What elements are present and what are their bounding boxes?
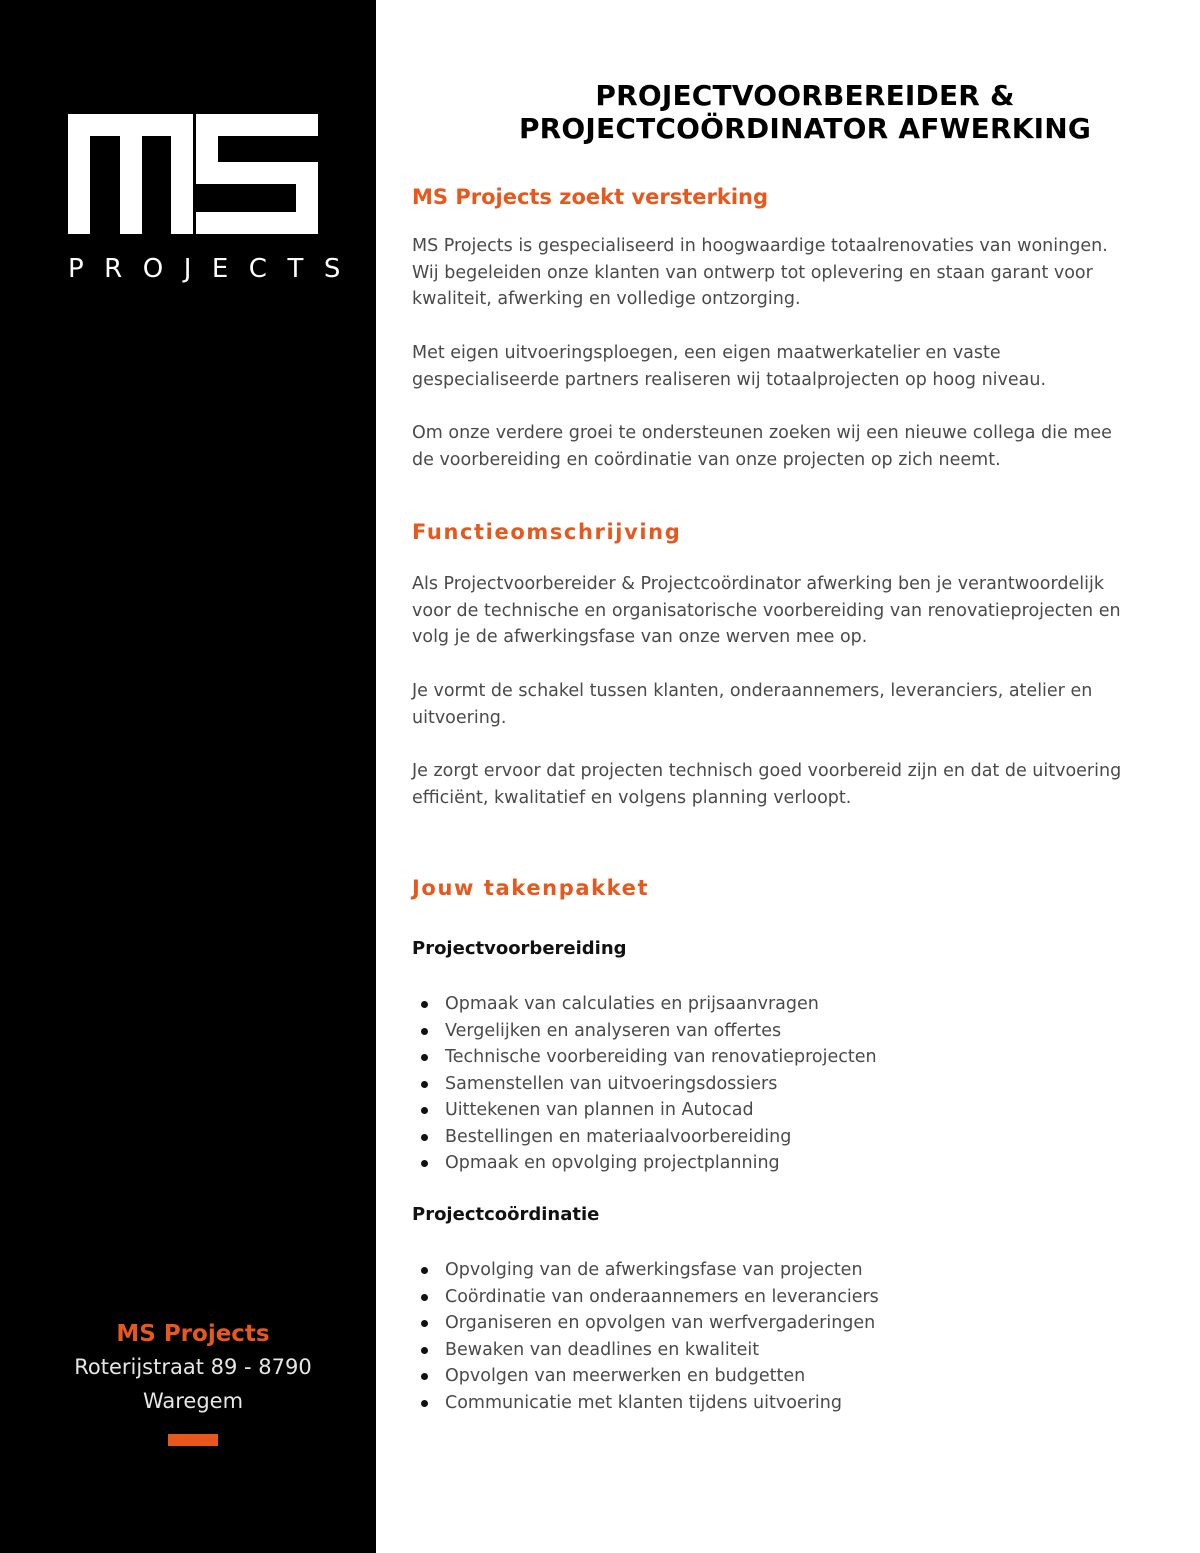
list-item-text: Coördinatie van onderaannemers en leveranciers <box>445 1286 879 1307</box>
intro-paragraph: Om onze verdere groei te ondersteunen zoeken wij een nieuwe collega die mee de voorbereiding en coördinatie van onze projecten op zich neemt. <box>412 423 1112 470</box>
subheading-coordination: Projectcoördinatie <box>412 1204 600 1225</box>
section-heading-tasks: Jouw takenpakket <box>412 876 650 900</box>
list-item <box>412 1257 879 1284</box>
bullet-icon <box>421 1081 428 1088</box>
list-item <box>412 1284 879 1311</box>
list-item-text: Bestellingen en materiaalvoorbereiding <box>445 1126 792 1147</box>
bullet-icon <box>421 1294 428 1301</box>
list-item <box>412 1071 877 1098</box>
list-item <box>412 1124 877 1151</box>
contact-block <box>0 1318 386 1418</box>
list-item <box>412 991 877 1018</box>
address-street: Roterijstraat 89 - 8790 <box>74 1355 312 1379</box>
list-item-text: Technische voorbereiding van renovatieprojecten <box>445 1047 877 1067</box>
intro-paragraph: MS Projects is gespecialiseerd in hoogwaardige totaalrenovaties van woningen. Wij begeleiden onze klanten van ontwerp tot oplevering en staan garant voor kwaliteit, afwerking en volledige ontzorging. <box>412 236 1108 309</box>
section-heading-function: Functieomschrijving <box>412 520 682 544</box>
function-paragraph: Als Projectvoorbereider & Projectcoördinator afwerking ben je verantwoordelijk voor de technische en organisatorische voorbereiding van renovatieprojecten en volg je de afwerkingsfase van onze werven mee op. <box>412 574 1121 647</box>
function-paragraph: Je vormt de schakel tussen klanten, onderaannemers, leveranciers, atelier en uitvoering. <box>412 681 1093 728</box>
list-item-text: Opmaak van calculaties en prijsaanvragen <box>445 994 819 1014</box>
ms-logo-mark <box>68 114 318 234</box>
list-item <box>412 1097 877 1124</box>
bullet-icon <box>421 1134 428 1141</box>
section-heading-intro: MS Projects zoekt versterking <box>412 185 769 209</box>
list-item-text: Vergelijken en analyseren van offertes <box>445 1020 782 1041</box>
subheading-preparation: Projectvoorbereiding <box>412 938 627 959</box>
list-item-text: Uittekenen van plannen in Autocad <box>445 1100 754 1120</box>
list-item-text: Opmaak en opvolging projectplanning <box>445 1153 780 1173</box>
bullet-icon <box>421 1400 428 1407</box>
logo-wordmark: PROJECTS <box>68 254 361 284</box>
list-item-text: Opvolgen van meerwerken en budgetten <box>445 1366 806 1386</box>
list-item <box>412 1044 877 1071</box>
bullet-icon <box>421 1054 428 1061</box>
company-name: MS Projects <box>116 1321 270 1347</box>
list-item-text: Communicatie met klanten tijdens uitvoering <box>445 1392 842 1413</box>
job-title <box>390 79 1200 145</box>
preparation-task-list <box>412 991 877 1177</box>
intro-paragraph: Met eigen uitvoeringsploegen, een eigen maatwerkatelier en vaste gespecialiseerde partners realiseren wij totaalprojecten op hoog niveau. <box>412 343 1047 390</box>
coordination-task-list <box>412 1257 879 1416</box>
list-item <box>412 1337 879 1364</box>
list-item <box>412 1363 879 1390</box>
list-item-text: Bewaken van deadlines en kwaliteit <box>445 1339 760 1360</box>
job-title-line: PROJECTVOORBEREIDER & <box>595 79 1015 112</box>
bullet-icon <box>421 1373 428 1380</box>
address-city: Waregem <box>142 1389 244 1413</box>
bullet-icon <box>421 1001 428 1008</box>
bullet-icon <box>421 1320 428 1327</box>
list-item <box>412 1018 877 1045</box>
function-paragraph: Je zorgt ervoor dat projecten technisch goed voorbereid zijn en dat de uitvoering efficiënt, kwalitatief en volgens planning verloopt. <box>412 761 1122 808</box>
list-item-text: Samenstellen van uitvoeringsdossiers <box>445 1073 778 1094</box>
list-item-text: Opvolging van de afwerkingsfase van projecten <box>445 1260 863 1280</box>
accent-bar <box>168 1434 218 1446</box>
bullet-icon <box>421 1028 428 1035</box>
list-item <box>412 1310 879 1337</box>
sidebar <box>0 0 376 1553</box>
bullet-icon <box>421 1160 428 1167</box>
bullet-icon <box>421 1347 428 1354</box>
bullet-icon <box>421 1107 428 1114</box>
bullet-icon <box>421 1267 428 1274</box>
list-item <box>412 1150 877 1177</box>
list-item <box>412 1390 879 1417</box>
list-item-text: Organiseren en opvolgen van werfvergaderingen <box>445 1313 876 1333</box>
job-title-line: PROJECTCOÖRDINATOR AFWERKING <box>518 112 1092 145</box>
